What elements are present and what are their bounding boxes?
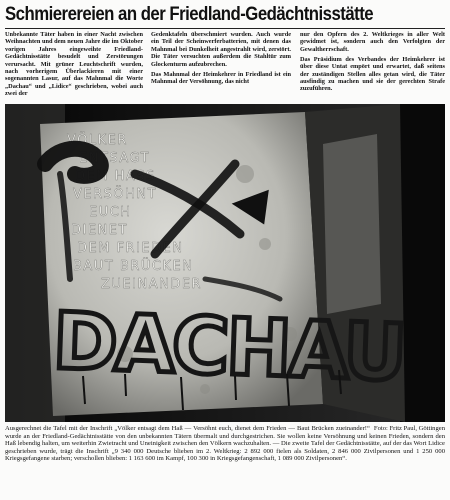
caption-text: Ausgerechnet die Tafel mit der Inschrift „Völker entsagt dem Haß — Versöhnt euch, dienet dem Frieden — Baut Brücken zueinander!“ wurde an der Friedland-Gedächtnisstätte von den unbekannten Tätern übermalt und durchgestrichen. Sie wollen keine Versöhnung und keinen Frieden, sondern den Haß lebendig halten, um weiterhin Zwietracht und Uneinigkeit zwischen den Völkern wachzuhalten. — Die zweite Tafel der Gedächtnisstätte, auf der das Wort Lidice geschrieben wurde, trägt die Inschrift „9 340 000 Deutsche blieben im 2. Weltkrieg: 2 892 000 fielen als Soldaten, 2 846 000 Zivilpersonen und 1 250 000 Kriegsgefangene starben; verschollen blieben: 1 163 600 im Kampf, 100 300 in Kriegsgefangenschaft, 1 089 000 Zivilpersonen“. (5, 425, 445, 463)
article-text-col2-p2: Das Mahnmal der Heimkehrer in Friedland ist ein Mahnmal der Versöhnung, das nicht (151, 70, 291, 85)
right-shadow (400, 104, 445, 422)
memorial-photo (5, 104, 445, 422)
article-column-2 (151, 31, 291, 101)
inscription-line-8: BAUT BRÜCKEN (73, 259, 194, 274)
article-text-col1: Unbekannte Täter haben in einer Nacht zwischen Weihnachten und dem neuen Jahre die im Oktober vorigen Jahres eingeweihte Friedland-Gedächtnisstätte besudelt und Zerstörungen verursacht. Mit grüner Leuchtschrift wurden, nach vorherigem Überlackieren mit einer sogenannten Lasur, auf das Mahnmal die Worte „Dachau“ und „Lidice“ geschrieben, wobei auch zwei der (5, 31, 143, 98)
article-text-col3-p1: nur den Opfern des 2. Weltkrieges in aller Welt gewidmet ist, sondern auch den Verfolgten der Gewaltherrschaft. (300, 31, 445, 53)
graffiti-text: DACHAU (51, 296, 406, 399)
inscription-line-3: DEM HASS (75, 169, 156, 184)
article-text-col2-p1: Gedenktafeln überschmiert wurden. Auch wurde ein Teil der Scheinwerferbatterien, mit denen das Mahnmal bei Dunkelheit angestrahlt wird, zerstört. Die Täter versuchten außerdem die Stahltür zum Glockenturm aufzubrechen. (151, 31, 291, 68)
inscription-line-7: DEM FRIEDEN (77, 241, 184, 256)
article-text-col3-p2: Das Präsidium des Verbandes der Heimkehrer ist über diese Untat empört und erwartet, daß seitens der zuständigen Stellen alles getan wird, die Täter ausfindig zu machen und sie der gerechten Strafe zuzuführen. (300, 55, 445, 93)
article-column-1 (5, 31, 143, 101)
article-column-3 (300, 31, 445, 101)
plaque-highlight (323, 134, 381, 314)
headline-rule (5, 28, 445, 29)
inscription-line-2: ENTSAGT (79, 151, 151, 166)
photo-caption (5, 425, 445, 497)
inscription-line-4: VERSÖHNT (73, 187, 158, 202)
inscription-line-1: VÖLKER (67, 133, 128, 148)
inscription-line-6: DIENET (71, 223, 128, 238)
inscription-line-9: ZUEINANDER (101, 277, 203, 292)
photo-credit: Foto: Fritz Paul, Göttingen (373, 425, 445, 432)
headline: Schmierereien an der Friedland-Gedächtnisstätte (5, 3, 374, 25)
inscription-line-5: EUCH (89, 205, 132, 220)
photo-drawing (5, 104, 445, 422)
